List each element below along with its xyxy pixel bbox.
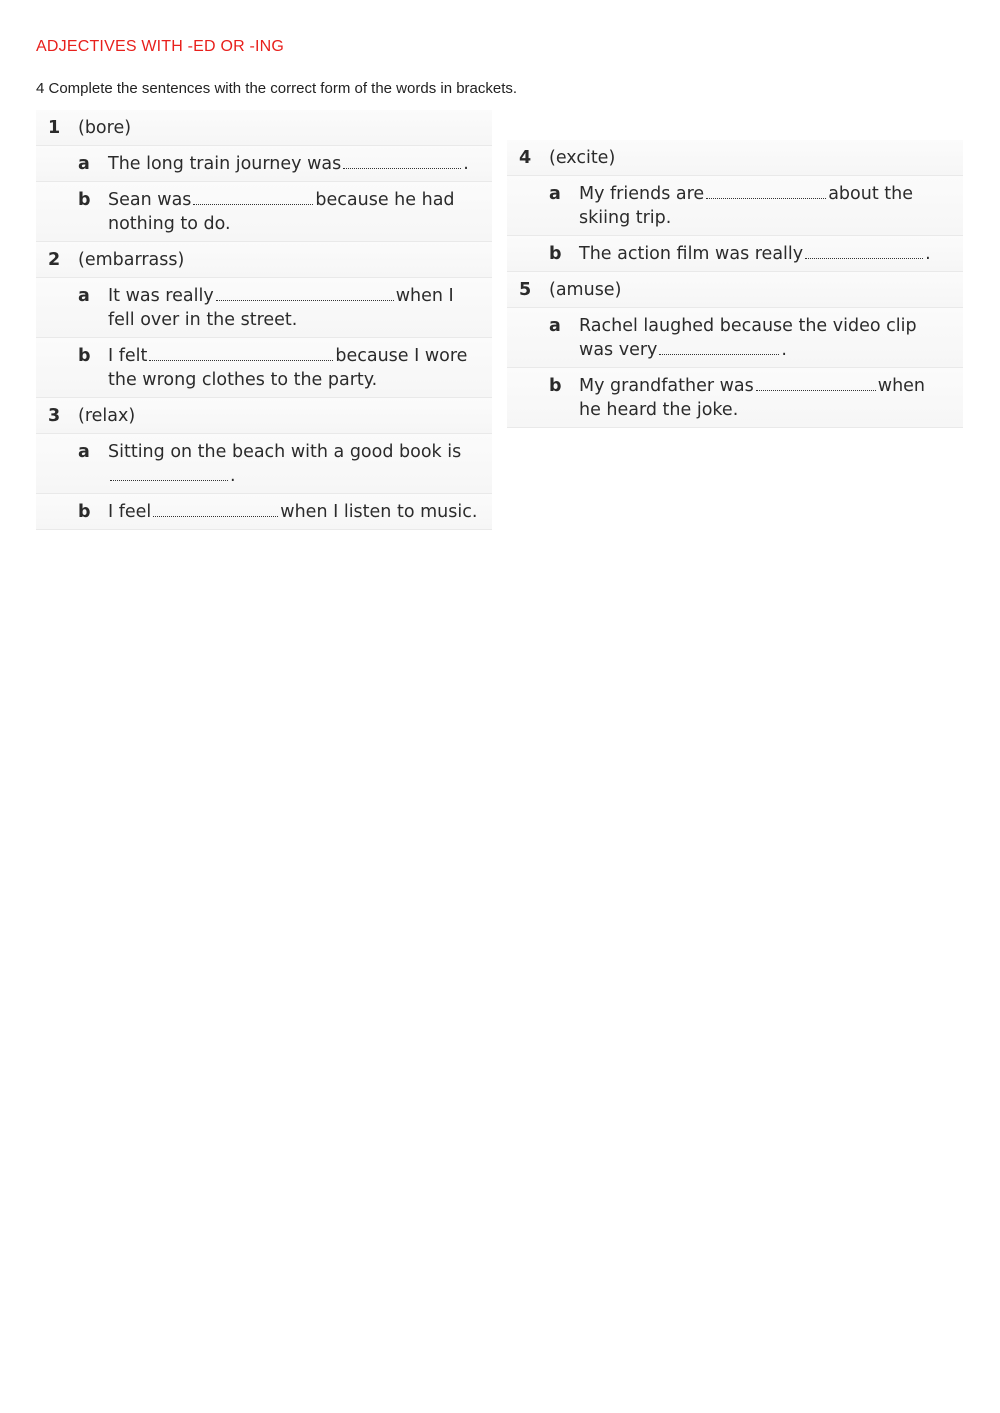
sentence-text: The action film was really [579,244,804,264]
instruction-text: 4 Complete the sentences with the correct form of the words in brackets. [36,80,518,97]
item-letter: a [549,316,561,336]
item-letter: a [549,184,561,204]
sentence-text: because I wore [335,346,468,366]
question-3b [36,494,492,530]
sentence-line [108,502,477,522]
answer-blank[interactable] [756,376,876,391]
sentence-text: I felt [108,346,148,366]
answer-blank[interactable] [805,244,923,259]
question-1-header [36,110,492,146]
sentence-line [579,184,913,204]
question-number: 5 [519,280,532,300]
bracket-word: (embarrass) [78,250,185,270]
item-letter: b [78,190,91,210]
sentence-text: . [925,244,931,264]
sentence-line-2: the wrong clothes to the party. [108,370,378,390]
question-4-header [507,140,963,176]
sentence-text: was very [579,340,658,360]
question-number: 3 [48,406,61,426]
sentence-line-2: fell over in the street. [108,310,298,330]
item-letter: b [78,502,91,522]
question-5b [507,368,963,428]
sentence-text: . [781,340,787,360]
sentence-line-2: he heard the joke. [579,400,739,420]
right-column [507,140,963,428]
sentence-text: It was really [108,286,214,306]
sentence-text: . [463,154,469,174]
question-3a [36,434,492,494]
question-2-header [36,242,492,278]
question-number: 2 [48,250,61,270]
sentence-line-2 [579,340,787,360]
question-2b [36,338,492,398]
bracket-word: (bore) [78,118,132,138]
question-number: 1 [48,118,61,138]
sentence-text: when I [395,286,454,306]
answer-blank[interactable] [110,466,228,481]
sentence-line [579,244,931,264]
sentence-text: when I listen to music. [280,502,478,522]
sentence-line [108,286,454,306]
sentence-text: Sean was [108,190,192,210]
sentence-line [108,190,455,210]
sentence-text: My grandfather was [579,376,754,396]
question-1b [36,182,492,242]
left-column [36,110,492,530]
bracket-word: (relax) [78,406,136,426]
item-letter: a [78,286,90,306]
bracket-word: (amuse) [549,280,622,300]
question-5a [507,308,963,368]
question-4b [507,236,963,272]
sentence-line: Rachel laughed because the video clip [579,316,917,336]
item-letter: b [78,346,91,366]
sentence-line-2 [108,466,236,486]
sentence-text: My friends are [579,184,705,204]
sentence-text: . [230,466,236,486]
answer-blank[interactable] [343,154,461,169]
sentence-line-2: skiing trip. [579,208,672,228]
answer-blank[interactable] [706,184,826,199]
answer-blank[interactable] [659,340,779,355]
sentence-line [579,376,925,396]
sentence-line [108,154,469,174]
question-2a [36,278,492,338]
question-4a [507,176,963,236]
sentence-line [108,346,467,366]
answer-blank[interactable] [153,502,278,517]
bracket-word: (excite) [549,148,616,168]
sentence-text: about the [828,184,913,204]
answer-blank[interactable] [216,286,394,301]
question-1a [36,146,492,182]
page-title: ADJECTIVES WITH -ED OR -ING [36,38,285,55]
sentence-text: I feel [108,502,152,522]
answer-blank[interactable] [193,190,313,205]
sentence-text: when [877,376,926,396]
question-number: 4 [519,148,532,168]
question-5-header [507,272,963,308]
item-letter: b [549,376,562,396]
answer-blank[interactable] [149,346,333,361]
sentence-line: Sitting on the beach with a good book is [108,442,462,462]
item-letter: a [78,154,90,174]
sentence-text: The long train journey was [108,154,342,174]
sentence-line-2: nothing to do. [108,214,231,234]
item-letter: b [549,244,562,264]
item-letter: a [78,442,90,462]
sentence-text: because he had [315,190,455,210]
question-3-header [36,398,492,434]
